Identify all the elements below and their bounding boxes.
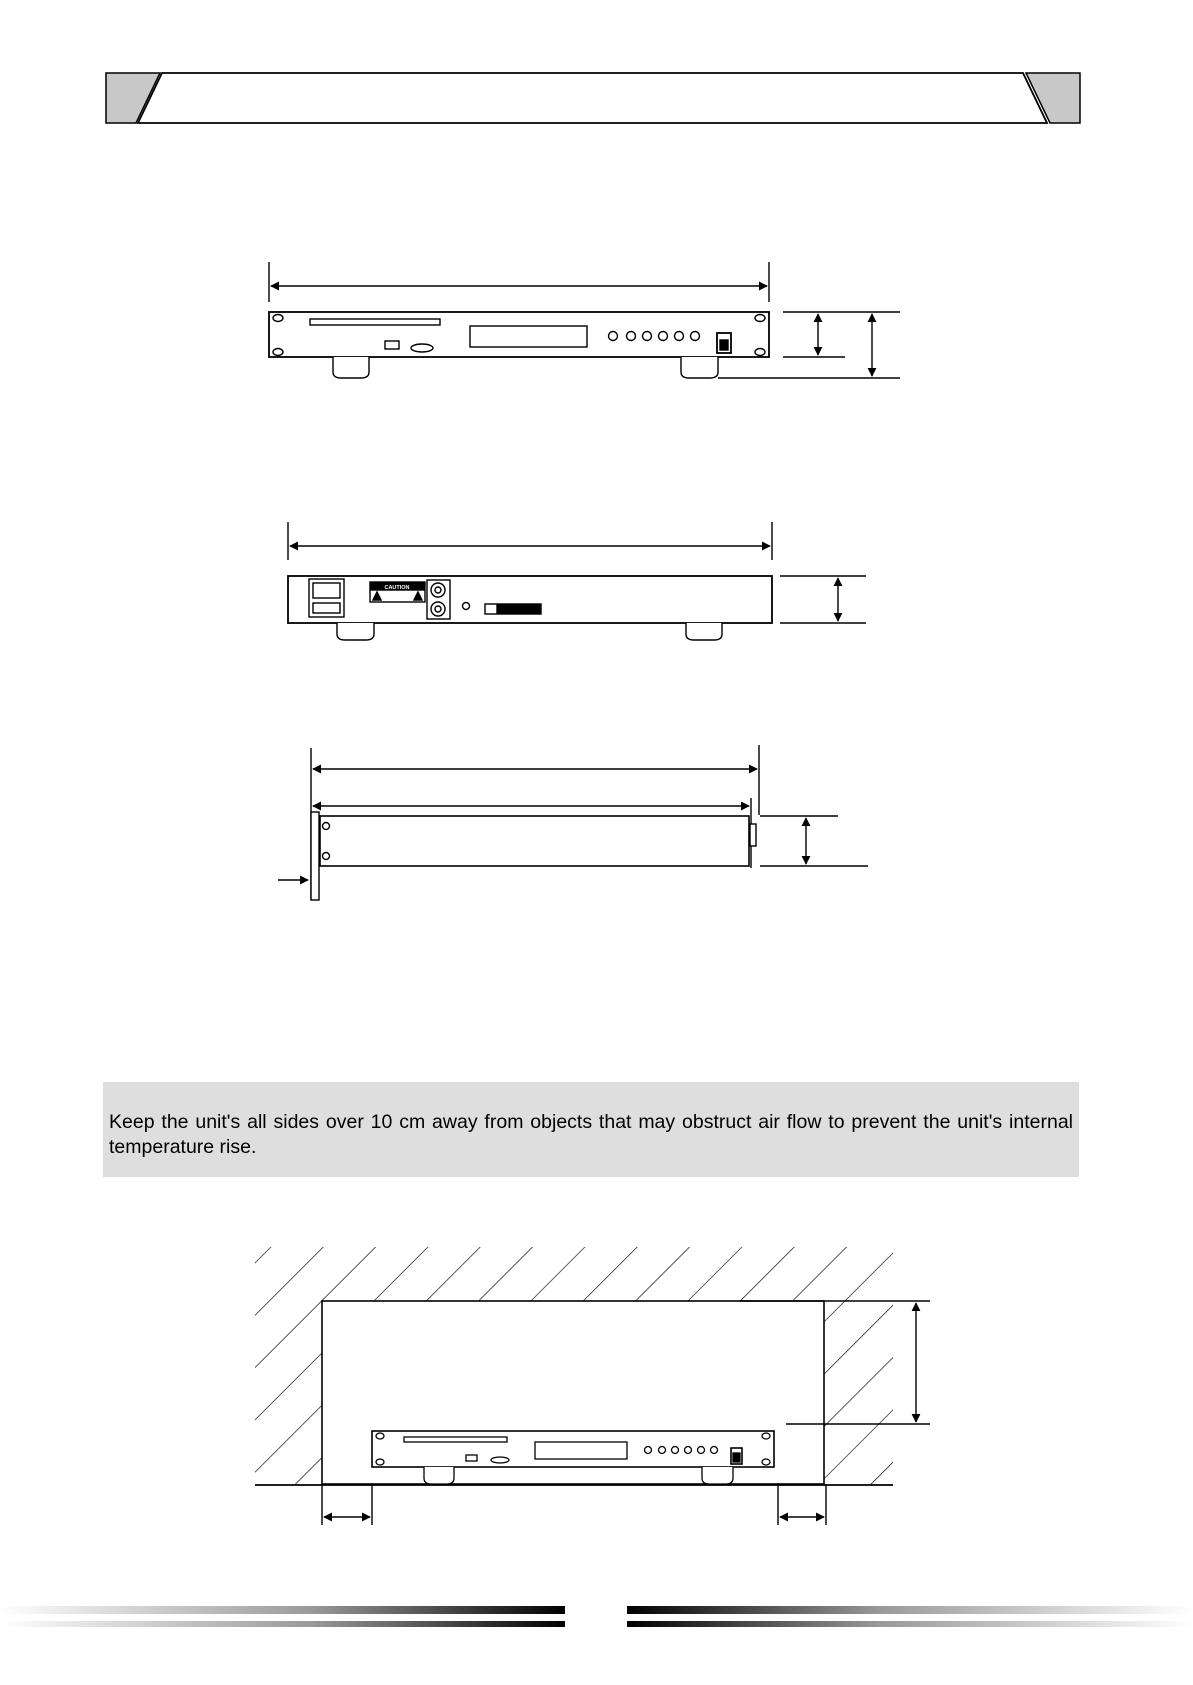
side-view-drawing — [278, 745, 868, 900]
caution-label-text: CAUTION — [384, 585, 410, 591]
footer-bar-left-bottom — [0, 1621, 565, 1627]
footer-bar-right-bottom — [627, 1621, 1193, 1627]
side-body — [320, 816, 749, 866]
front-view-drawing — [269, 262, 900, 378]
foot-right — [686, 623, 722, 640]
rear-view-drawing — [288, 522, 866, 640]
footer-bar-right-top — [627, 1606, 1193, 1614]
rack-ear — [311, 812, 319, 900]
ventilation-clearance-drawing — [255, 1247, 930, 1525]
ventilation-notice-text: Keep the unit's all sides over 10 cm away from objects that may obstruct air flow to prevent the unit's internal temperature rise. — [109, 1111, 1073, 1158]
header-title-bar — [138, 73, 1047, 123]
ventilation-notice — [103, 1082, 1079, 1177]
foot-right — [681, 357, 718, 378]
rear-connector — [750, 824, 756, 846]
foot-left — [333, 357, 369, 378]
footer-bar-left-top — [0, 1606, 565, 1614]
foot-left — [337, 623, 374, 640]
rear-panel — [288, 576, 772, 623]
footer-bars — [0, 1606, 1193, 1627]
header-banner — [106, 73, 1080, 123]
